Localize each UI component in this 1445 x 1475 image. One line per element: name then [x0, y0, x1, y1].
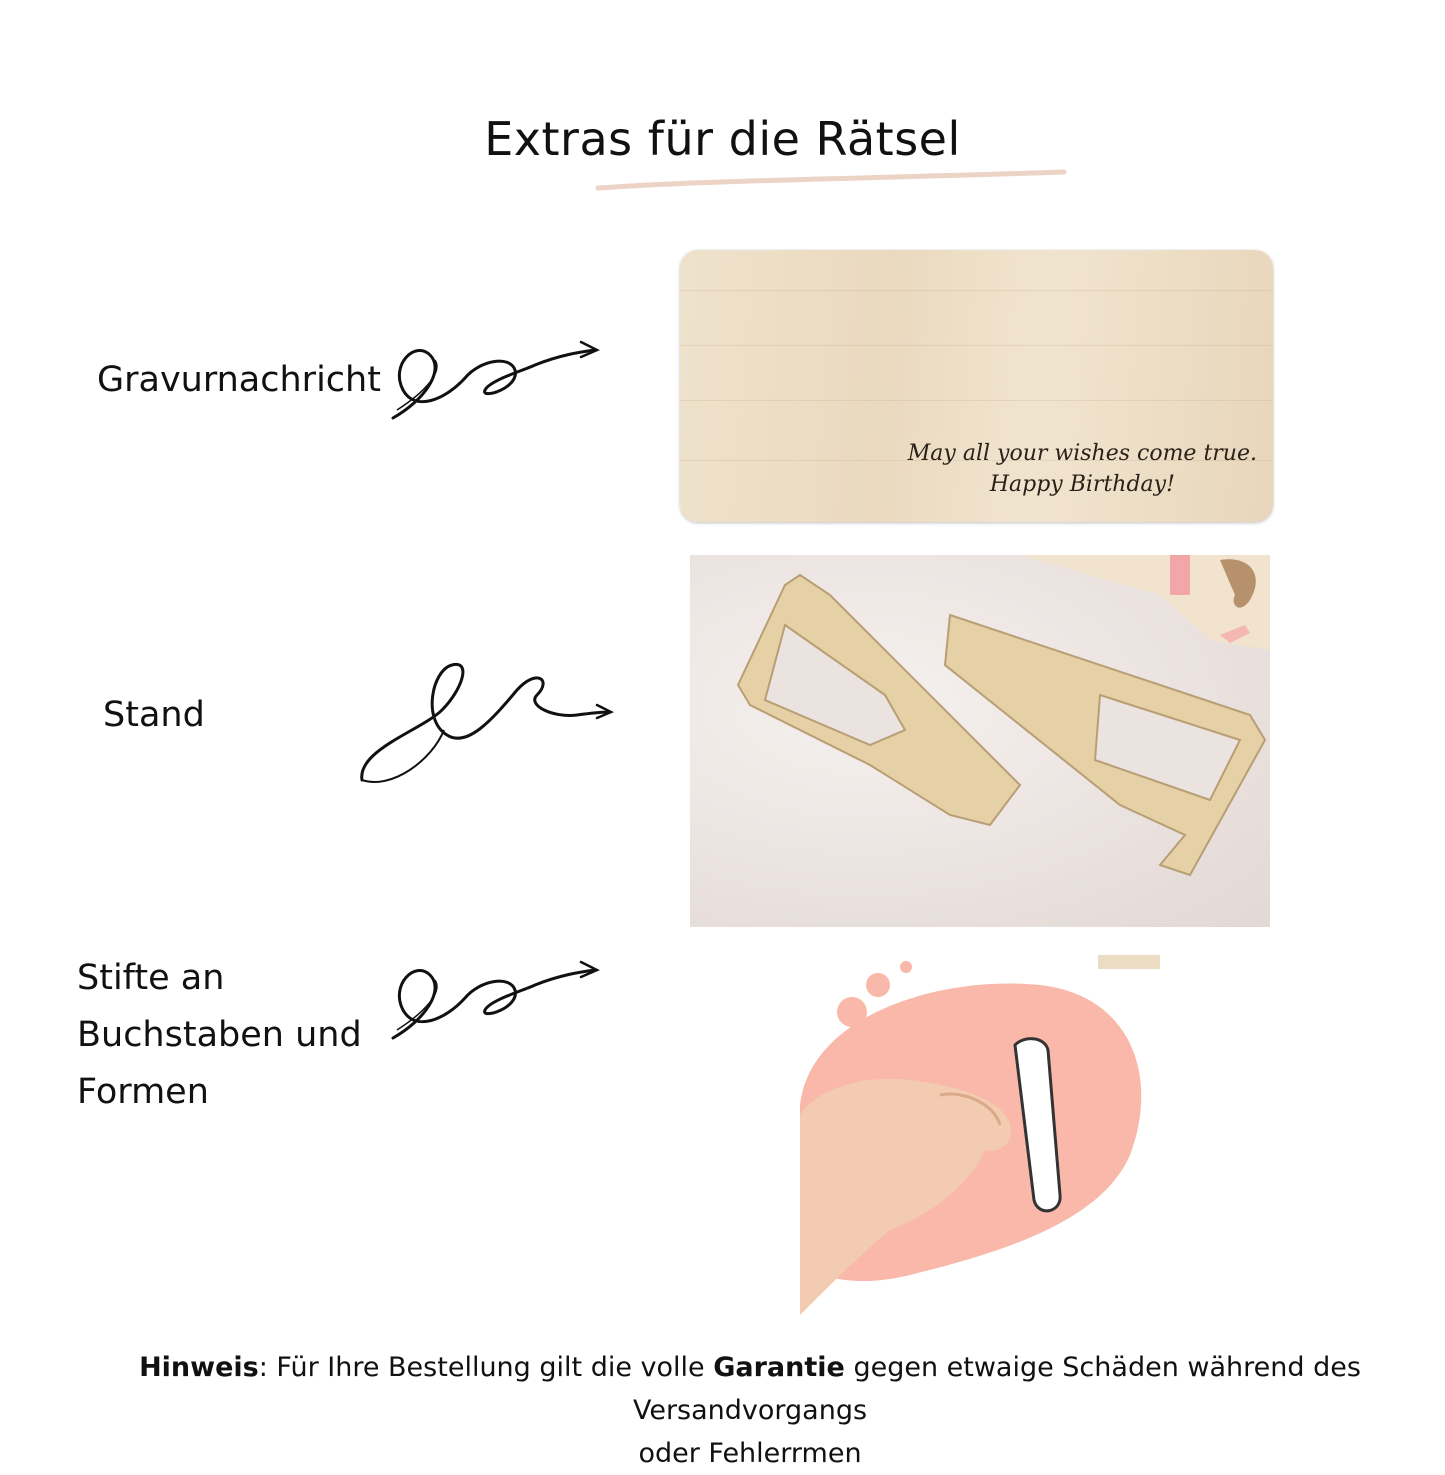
label-pins-line-1: Stifte an [77, 958, 225, 998]
label-pins-line-3: Formen [77, 1072, 209, 1112]
pins-illustration [790, 955, 1210, 1330]
squiggle-arrow-icon [352, 650, 617, 795]
engraved-wood-plaque [680, 250, 1273, 522]
note-text-2: gegen etwaige Schäden während des Versandvorgangs [632, 1352, 1361, 1426]
label-engraving: Gravurnachricht [97, 360, 381, 400]
label-pins [77, 950, 362, 1121]
engraving-text [908, 438, 1257, 500]
footer-note-line-2: oder Fehlerrmen [638, 1438, 862, 1469]
page-title: Extras für die Rätsel [484, 112, 961, 166]
note-text-1: : Für Ihre Bestellung gilt die volle [258, 1352, 714, 1383]
footer-note-line-1 [60, 1346, 1440, 1432]
label-stand: Stand [103, 695, 205, 735]
stand-illustration [690, 555, 1270, 927]
stand-photo [690, 555, 1270, 927]
note-label-hinweis: Hinweis [139, 1352, 259, 1383]
pins-photo [790, 955, 1210, 1330]
squiggle-arrow-icon [385, 950, 610, 1050]
label-pins-line-2: Buchstaben und [77, 1015, 362, 1055]
engraving-line-1: May all your wishes come true. [907, 441, 1257, 466]
note-label-garantie: Garantie [713, 1352, 845, 1383]
engraving-line-2: Happy Birthday! [989, 472, 1175, 497]
squiggle-arrow-icon [385, 330, 610, 430]
title-underline [594, 166, 1070, 196]
footer-note [60, 1346, 1440, 1475]
